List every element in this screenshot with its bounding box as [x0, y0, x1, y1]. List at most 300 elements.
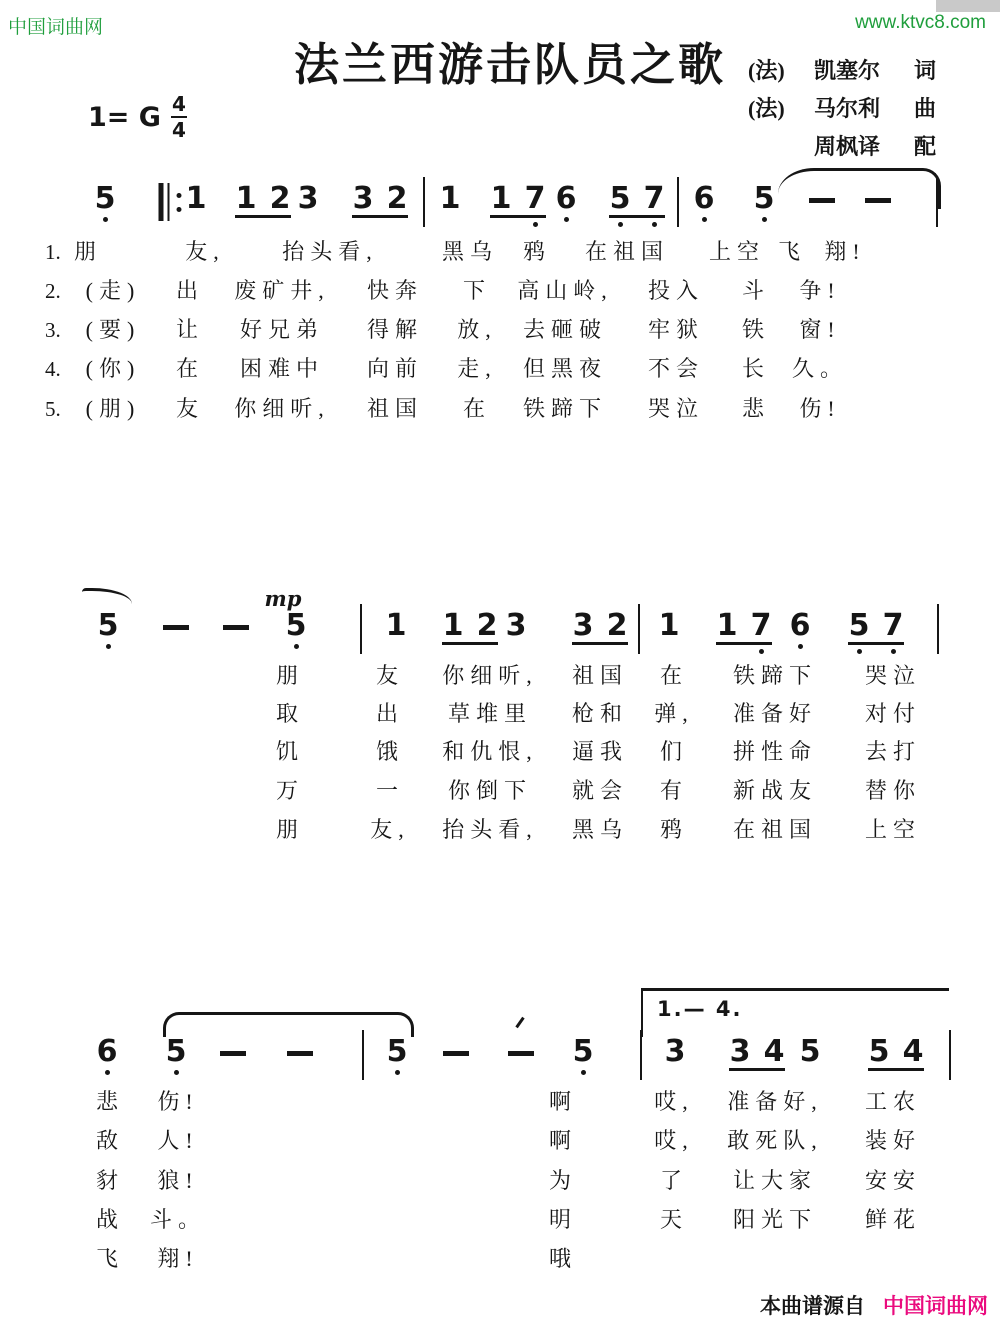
low-octave-dot — [891, 649, 896, 654]
note-digits — [97, 608, 119, 643]
dot-cell — [868, 1075, 890, 1081]
lyric-cell: 长 — [741, 356, 771, 381]
lyric-cell: 在祖国 — [732, 817, 818, 842]
octave-dot-row — [555, 217, 577, 223]
low-octave-dot — [294, 644, 299, 649]
lyric-cell: 在祖国 — [584, 239, 670, 264]
low-octave-dot — [581, 1070, 586, 1075]
lyric-cell: 朋 — [275, 817, 305, 842]
dot-cell — [185, 217, 207, 223]
low-octave-dot — [105, 1070, 110, 1075]
volta-label: 1.— 4. — [657, 997, 743, 1021]
low-octave-dot — [762, 217, 767, 222]
credit-name: 周枫译 — [814, 134, 881, 159]
note-digits — [572, 1034, 594, 1069]
lyric-cell: 万 — [275, 778, 305, 803]
verse-number: 2. — [45, 279, 61, 303]
note-digit: 5 — [94, 181, 116, 216]
note-group — [185, 181, 207, 223]
octave-dot-row — [572, 649, 628, 655]
duration-dash — [163, 625, 189, 630]
footer-site-link[interactable]: 中国词曲网 — [883, 1295, 988, 1318]
lyric-cell: 一 — [375, 778, 405, 803]
note-digits — [693, 181, 715, 216]
dot-cell — [658, 644, 680, 650]
octave-dot-row — [658, 644, 680, 650]
dot-cell — [439, 217, 461, 223]
octave-dot-row — [96, 1070, 118, 1076]
dot-cell — [386, 1070, 408, 1076]
octave-dot-row — [439, 217, 461, 223]
lyric-cell: 投入 — [647, 278, 705, 303]
note-digits — [664, 1034, 686, 1069]
footer-prefix: 本曲谱源自 — [760, 1295, 865, 1318]
lyric-cell: 让 — [175, 317, 205, 342]
dot-cell — [606, 649, 628, 655]
note-digits — [609, 181, 665, 218]
octave-dot-row — [385, 644, 407, 650]
lyric-cell: 为 — [548, 1168, 578, 1193]
credit-origin: (法) — [748, 96, 785, 121]
duration-dash — [443, 1051, 469, 1056]
note-digit: 3 — [505, 608, 527, 643]
note-digits — [352, 181, 408, 218]
dot-cell — [97, 644, 119, 650]
verse-number: 5. — [45, 397, 61, 421]
dot-cell — [524, 222, 546, 228]
note-digit: 1 — [235, 181, 257, 216]
site-link-left[interactable]: 中国词曲网 — [8, 17, 104, 38]
time-signature — [171, 94, 187, 140]
lyric-cell: 不会 — [647, 356, 705, 381]
note-digit: 7 — [524, 181, 546, 216]
key-signature — [88, 94, 187, 140]
octave-dot-row — [386, 1070, 408, 1076]
key-tonic: 1= G — [88, 101, 161, 133]
dot-cell — [693, 217, 715, 223]
octave-dot-row — [729, 1075, 785, 1081]
lyric-cell: 翔! — [824, 239, 866, 264]
lyric-cell: 饥 — [275, 739, 305, 764]
note-group — [490, 181, 546, 228]
note-digit: 1 — [490, 181, 512, 216]
note-group — [385, 608, 407, 650]
lyric-cell: 战 — [95, 1207, 125, 1232]
lyric-cell: 你细听, — [442, 663, 538, 688]
note-digit: 5 — [848, 608, 870, 643]
lyric-cell: 废矿井, — [234, 278, 330, 303]
verse-number: 4. — [45, 357, 61, 381]
duration-dash — [287, 1051, 313, 1056]
meter-denominator: 4 — [172, 118, 186, 142]
lyric-cell: 人! — [157, 1128, 199, 1153]
note-digit: 5 — [868, 1034, 890, 1069]
dot-cell — [753, 217, 775, 223]
duration-dash — [223, 625, 249, 630]
lyric-cell: 在 — [659, 663, 689, 688]
lyric-cell: 天 — [659, 1207, 689, 1232]
note-digits — [716, 608, 772, 645]
lyric-cell: 你细听, — [234, 396, 330, 421]
lyric-cell: 窗! — [799, 317, 841, 342]
lyric-cell: 困难中 — [239, 356, 325, 381]
note-group — [799, 1034, 821, 1076]
low-octave-dot — [759, 649, 764, 654]
dot-cell — [490, 222, 512, 228]
note-digits — [789, 608, 811, 643]
lyric-cell: 悲 — [95, 1089, 125, 1114]
scan-artifact — [936, 0, 1000, 12]
note-group — [285, 608, 307, 650]
dot-cell — [442, 649, 464, 655]
slur-arc — [163, 1012, 414, 1037]
barline — [640, 1030, 642, 1080]
repeat-bar-thick — [159, 183, 164, 221]
low-octave-dot — [652, 222, 657, 227]
lyric-cell: 装好 — [864, 1128, 922, 1153]
lyric-cell: (你) — [85, 356, 141, 381]
note-digit: 5 — [799, 1034, 821, 1069]
slur-arc — [778, 168, 941, 209]
note-group — [165, 1034, 187, 1076]
octave-dot-row — [165, 1070, 187, 1076]
low-octave-dot — [174, 1070, 179, 1075]
note-digit: 4 — [902, 1034, 924, 1069]
credit-origin — [748, 130, 806, 161]
octave-dot-row — [235, 222, 291, 228]
lyric-cell: 啊 — [548, 1128, 578, 1153]
note-digits — [442, 608, 498, 645]
dot-cell — [165, 1070, 187, 1076]
tie-arc — [82, 588, 132, 607]
lyric-cell: 友 — [175, 396, 205, 421]
octave-dot-row — [442, 649, 498, 655]
credit-name: 凯塞尔 — [814, 58, 881, 83]
octave-dot-row — [97, 644, 119, 650]
lyric-cell: 敢死队, — [727, 1128, 823, 1153]
credit-role: 曲 — [914, 96, 937, 121]
note-group — [96, 1034, 118, 1076]
dot-cell — [269, 222, 291, 228]
dot-cell — [505, 644, 527, 650]
note-digit: 2 — [269, 181, 291, 216]
note-group — [439, 181, 461, 223]
octave-dot-row — [789, 644, 811, 650]
octave-dot-row — [716, 649, 772, 655]
lyric-cell: 哎, — [654, 1128, 694, 1153]
note-digit: 7 — [643, 181, 665, 216]
dot-cell — [664, 1070, 686, 1076]
repeat-bar-thin — [168, 183, 170, 221]
dot-cell — [799, 1070, 821, 1076]
dot-cell — [572, 649, 594, 655]
note-digits — [848, 608, 904, 645]
octave-dot-row — [664, 1070, 686, 1076]
lyric-cell: 友 — [375, 663, 405, 688]
lyric-cell: 但黑夜 — [522, 356, 608, 381]
lyric-cell: 抬头看, — [282, 239, 378, 264]
dot-cell — [572, 1070, 594, 1076]
note-digit: 5 — [386, 1034, 408, 1069]
dot-cell — [96, 1070, 118, 1076]
lyric-cell: 草堆里 — [447, 701, 533, 726]
lyric-cell: 伤! — [157, 1089, 199, 1114]
lyric-cell: 友, — [370, 817, 410, 842]
note-digit: 6 — [555, 181, 577, 216]
lyric-cell: 走, — [457, 356, 497, 381]
lyric-cell: 哎, — [654, 1089, 694, 1114]
dot-cell — [297, 217, 319, 223]
lyric-cell: 飞 — [95, 1246, 125, 1271]
note-digit: 4 — [763, 1034, 785, 1069]
volta-bracket — [641, 988, 949, 1037]
credit-role: 配 — [914, 134, 937, 159]
repeat-begin-sign — [159, 183, 182, 221]
lyric-cell: 阳光下 — [732, 1207, 818, 1232]
note-digits — [94, 181, 116, 216]
lyric-cell: 哦 — [548, 1246, 578, 1271]
note-digits — [490, 181, 546, 218]
lyric-cell: 取 — [275, 701, 305, 726]
lyric-cell: 拼性命 — [732, 739, 818, 764]
note-group — [868, 1034, 924, 1081]
note-digits — [555, 181, 577, 216]
note-group — [297, 181, 319, 223]
dot-cell — [750, 649, 772, 655]
note-digit: 1 — [185, 181, 207, 216]
octave-dot-row — [868, 1075, 924, 1081]
note-digit: 5 — [97, 608, 119, 643]
lyric-cell: 向前 — [366, 356, 424, 381]
lyric-cell: 让大家 — [732, 1168, 818, 1193]
low-octave-dot — [702, 217, 707, 222]
note-digit: 7 — [882, 608, 904, 643]
octave-dot-row — [753, 217, 775, 223]
octave-dot-row — [693, 217, 715, 223]
lyric-cell: 放, — [457, 317, 497, 342]
lyric-cell: 在 — [462, 396, 492, 421]
lyric-cell: (走) — [85, 278, 141, 303]
octave-dot-row — [285, 644, 307, 650]
octave-dot-row — [609, 222, 665, 228]
dynamic-marking: mp — [264, 586, 302, 611]
lyric-cell: 啊 — [548, 1089, 578, 1114]
lyric-cell: 悲 — [741, 396, 771, 421]
note-digits — [799, 1034, 821, 1069]
lyric-cell: 朋 — [275, 663, 305, 688]
low-octave-dot — [798, 644, 803, 649]
barline — [677, 177, 679, 227]
repeat-dots — [177, 183, 182, 221]
low-octave-dot — [857, 649, 862, 654]
lyric-cell: (朋) — [85, 396, 141, 421]
lyric-cell: 伤! — [799, 396, 841, 421]
octave-dot-row — [799, 1070, 821, 1076]
lyric-cell: 鸦 — [659, 817, 689, 842]
lyric-cell: 安安 — [864, 1168, 922, 1193]
note-digit: 6 — [96, 1034, 118, 1069]
octave-dot-row — [352, 222, 408, 228]
lyric-cell: 明 — [548, 1207, 578, 1232]
lyric-cell: 出 — [175, 278, 205, 303]
barline — [638, 604, 640, 654]
note-digit: 2 — [606, 608, 628, 643]
note-digit: 7 — [750, 608, 772, 643]
note-digit: 5 — [572, 1034, 594, 1069]
note-digit: 5 — [609, 181, 631, 216]
dot-cell — [763, 1075, 785, 1081]
song-title: 法兰西游击队员之歌 — [293, 40, 726, 90]
note-digits — [658, 608, 680, 643]
lyric-cell: 翔! — [157, 1246, 199, 1271]
lyric-cell: 们 — [659, 739, 689, 764]
verse-number: 3. — [45, 318, 61, 342]
note-group — [442, 608, 498, 655]
note-digits — [165, 1034, 187, 1069]
dot-cell — [352, 222, 374, 228]
lyric-cell: 准备好, — [727, 1089, 823, 1114]
lyric-cell: 上空 — [708, 239, 766, 264]
dot-cell — [848, 649, 870, 655]
lyric-cell: 你倒下 — [447, 778, 533, 803]
lyric-cell: 牢狱 — [647, 317, 705, 342]
note-digits — [386, 1034, 408, 1069]
lyric-cell: 逼我 — [571, 739, 629, 764]
site-link-right[interactable]: www.ktvc8.com — [855, 12, 986, 33]
note-group — [693, 181, 715, 223]
credit-name: 马尔利 — [814, 96, 881, 121]
lyric-cell: 豺 — [95, 1168, 125, 1193]
note-digit: 3 — [729, 1034, 751, 1069]
barline — [937, 604, 939, 654]
note-digit: 6 — [693, 181, 715, 216]
lyric-cell: 抬头看, — [442, 817, 538, 842]
lyric-cell: 有 — [659, 778, 689, 803]
dot-cell — [94, 217, 116, 223]
repeat-dot — [177, 207, 182, 212]
lyric-cell: 久。 — [791, 356, 849, 381]
lyric-cell: 在 — [175, 356, 205, 381]
note-digit: 1 — [716, 608, 738, 643]
lyric-cell: 黑乌 — [571, 817, 629, 842]
dot-cell — [235, 222, 257, 228]
dot-cell — [902, 1075, 924, 1081]
lyric-cell: 去砸破 — [522, 317, 608, 342]
note-digits — [439, 181, 461, 216]
note-group — [848, 608, 904, 655]
note-group — [94, 181, 116, 223]
lyric-cell: 和仇恨, — [442, 739, 538, 764]
credits-block — [748, 54, 942, 161]
lyric-cell: 铁 — [741, 317, 771, 342]
note-digits — [572, 608, 628, 645]
repeat-dot — [177, 193, 182, 198]
note-digits — [868, 1034, 924, 1071]
lyric-cell: 好兄弟 — [239, 317, 325, 342]
lyric-cell: 快奔 — [366, 278, 424, 303]
note-digits — [753, 181, 775, 216]
lyric-cell: 工农 — [864, 1089, 922, 1114]
breath-tick-icon — [515, 1017, 524, 1029]
note-digits — [96, 1034, 118, 1069]
lyric-cell: 对付 — [864, 701, 922, 726]
lyric-cell: 出 — [375, 701, 405, 726]
lyric-cell: 鸦 — [522, 239, 552, 264]
note-digit: 2 — [476, 608, 498, 643]
lyric-cell: 就会 — [571, 778, 629, 803]
note-digits — [505, 608, 527, 643]
dot-cell — [609, 222, 631, 228]
lyric-cell: 斗。 — [149, 1207, 207, 1232]
lyric-cell: 铁蹄下 — [732, 663, 818, 688]
lyric-cell: 枪和 — [571, 701, 629, 726]
low-octave-dot — [533, 222, 538, 227]
lyric-cell: 祖国 — [571, 663, 629, 688]
lyric-cell: 替你 — [864, 778, 922, 803]
lyric-cell: 朋 — [73, 239, 103, 264]
dot-cell — [285, 644, 307, 650]
lyric-cell: 高山岭, — [517, 278, 613, 303]
note-group — [664, 1034, 686, 1076]
lyric-cell: 去打 — [864, 739, 922, 764]
note-digits — [729, 1034, 785, 1071]
lyric-cell: 哭泣 — [647, 396, 705, 421]
low-octave-dot — [106, 644, 111, 649]
low-octave-dot — [395, 1070, 400, 1075]
lyric-cell: 鲜花 — [864, 1207, 922, 1232]
lyric-cell: 新战友 — [732, 778, 818, 803]
footer — [760, 1290, 988, 1320]
barline — [423, 177, 425, 227]
note-group — [555, 181, 577, 223]
note-digit: 3 — [664, 1034, 686, 1069]
note-group — [658, 608, 680, 650]
note-digits — [385, 608, 407, 643]
note-digit: 3 — [297, 181, 319, 216]
lyric-cell: 得解 — [366, 317, 424, 342]
note-group — [716, 608, 772, 655]
lyric-cell: (要) — [85, 317, 141, 342]
dot-cell — [555, 217, 577, 223]
lyric-cell: 友, — [185, 239, 225, 264]
octave-dot-row — [185, 217, 207, 223]
barline — [949, 1030, 951, 1080]
note-digits — [285, 608, 307, 643]
octave-dot-row — [848, 649, 904, 655]
note-digit: 1 — [658, 608, 680, 643]
verse-number: 1. — [45, 240, 61, 264]
dot-cell — [643, 222, 665, 228]
dot-cell — [385, 644, 407, 650]
note-digit: 3 — [352, 181, 374, 216]
note-digit: 5 — [165, 1034, 187, 1069]
lyric-cell: 斗 — [741, 278, 771, 303]
note-digit: 5 — [753, 181, 775, 216]
lyric-cell: 铁蹄下 — [522, 396, 608, 421]
note-group — [386, 1034, 408, 1076]
lyric-cell: 狼! — [157, 1168, 199, 1193]
octave-dot-row — [505, 644, 527, 650]
octave-dot-row — [297, 217, 319, 223]
duration-dash — [220, 1051, 246, 1056]
note-group — [753, 181, 775, 223]
note-digits — [185, 181, 207, 216]
dot-cell — [476, 649, 498, 655]
duration-dash — [508, 1051, 534, 1056]
note-digit: 1 — [385, 608, 407, 643]
dot-cell — [386, 222, 408, 228]
lyric-cell: 弹, — [654, 701, 694, 726]
